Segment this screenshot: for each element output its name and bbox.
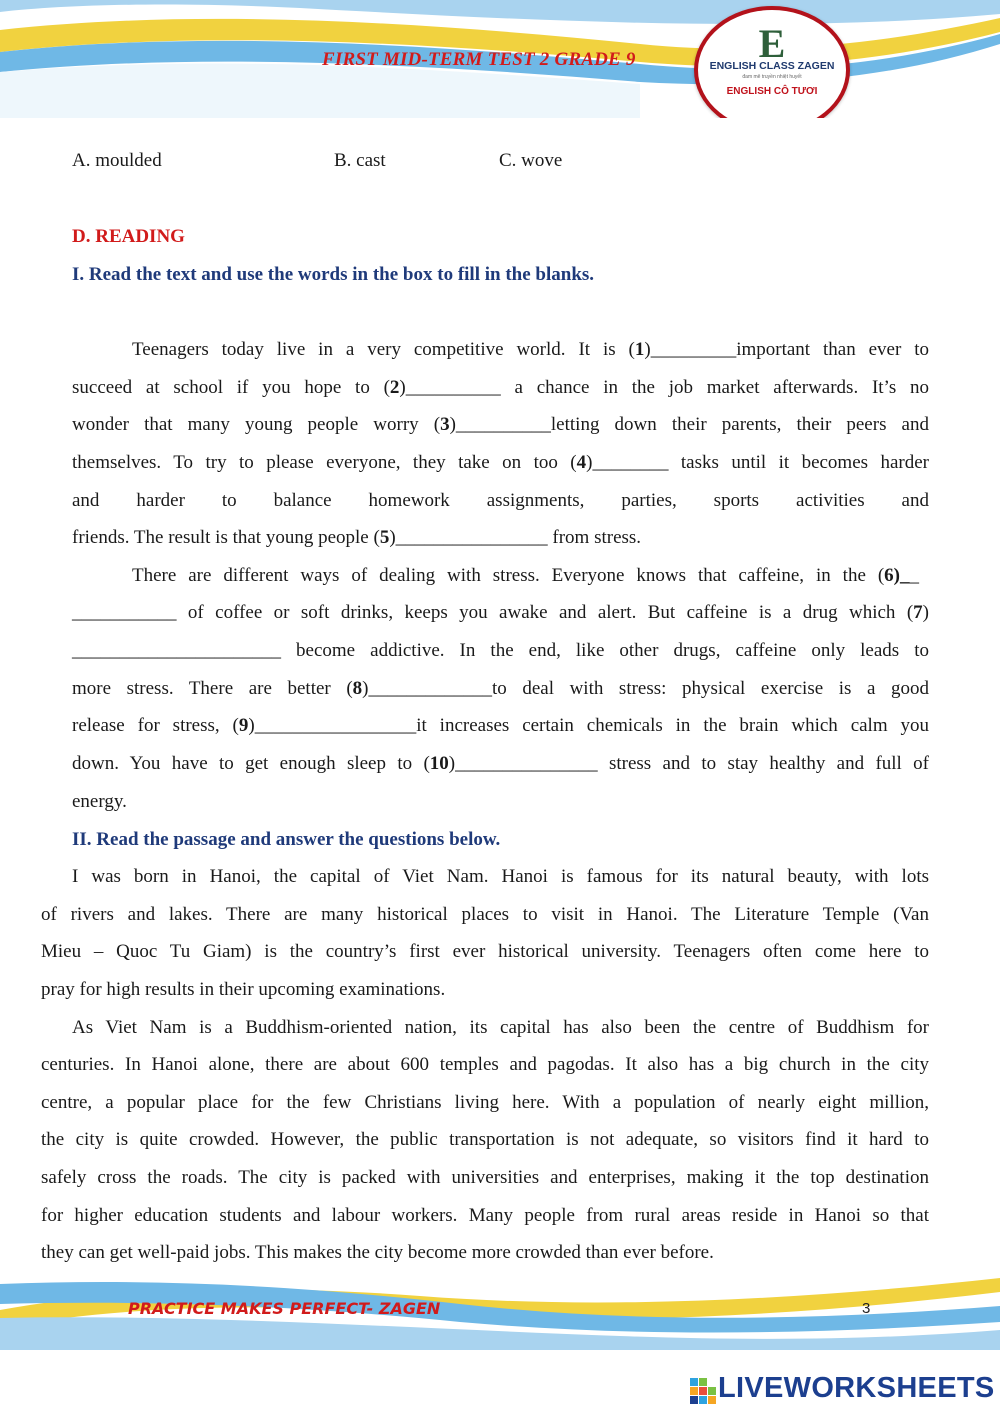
p2-line: down. You have to get enough sleep to (10)_______________ stress and to stay healthy and full of [72, 753, 929, 774]
blank-number: 4 [576, 452, 587, 473]
p4-line: centre, a popular place for the few Christians living here. With a population of nearly eight million, [41, 1092, 929, 1113]
p4-line: they can get well-paid jobs. This makes the city become more crowded than ever before. [41, 1242, 714, 1263]
p1-line: Teenagers today live in a very competitive world. It is (1)_________important than ever to [132, 339, 929, 360]
logo-tagline: đam mê truyền nhiệt huyết [742, 74, 802, 80]
logo-teacher: ENGLISH CÔ TƯƠI [726, 86, 818, 97]
p3-line: I was born in Hanoi, the capital of Viet Nam. Hanoi is famous for its natural beauty, with lots [72, 866, 929, 887]
blank-number: 8 [352, 678, 363, 699]
p2-line: energy. [72, 791, 127, 812]
p1-line: friends. The result is that young people (5)________________ from stress. [72, 527, 642, 548]
blank-number: 2 [389, 377, 400, 398]
blank-number: 9 [238, 715, 249, 736]
option-c: C. wove [499, 150, 563, 171]
p1-line: themselves. To try to please everyone, they take on too (4)________ tasks until it becomes harder [72, 452, 929, 473]
p1-line: succeed at school if you hope to (2)__________ a chance in the job market afterwards. It’s no [72, 377, 929, 398]
p3-line: of rivers and lakes. There are many historical places to visit in Hanoi. The Literature Temple (Van [41, 904, 929, 925]
p4-line: the city is quite crowded. However, the public transportation is not adequate, so visitors find it hard to [41, 1129, 929, 1150]
page-header [0, 0, 1000, 118]
logo-letter: E [758, 21, 786, 66]
p3-line: pray for high results in their upcoming examinations. [41, 979, 446, 1000]
p4-line: centuries. In Hanoi alone, there are about 600 temples and pagodas. It also has a big church in the city [41, 1054, 929, 1075]
p1-line: wonder that many young people worry (3)__________letting down their parents, their peers and [72, 414, 929, 435]
option-a: A. moulded [72, 150, 162, 171]
blank-number: 6)_ [884, 565, 910, 586]
class-logo [694, 6, 850, 118]
logo-name: ENGLISH CLASS ZAGEN [709, 60, 835, 72]
p2-line: ______________________ become addictive. In the end, like other drugs, caffeine only leads to [72, 640, 929, 661]
p2-line: release for stress, (9)_________________it increases certain chemicals in the brain which calm you [72, 715, 930, 736]
blank-number: 5 [379, 527, 390, 548]
blank-number: 1 [634, 339, 645, 360]
part1-instruction: I. Read the text and use the words in the box to fill in the blanks. [72, 264, 595, 285]
p4-line: As Viet Nam is a Buddhism-oriented nation, its capital has also been the centre of Buddhism for [72, 1017, 929, 1038]
p1-line: and harder to balance homework assignments, parties, sports activities and [72, 490, 929, 511]
p3-line: Mieu – Quoc Tu Giam) is the country’s first ever historical university. Teenagers often come here to [41, 941, 929, 962]
section-heading-reading: D. READING [72, 226, 185, 247]
blank-number: 10 [429, 753, 449, 774]
liveworksheets-wordmark: LIVEWORKSHEETS [718, 1372, 995, 1404]
footer-motto: PRACTICE MAKES PERFECT- ZAGEN [128, 1299, 441, 1318]
p4-line: for higher education students and labour workers. Many people from rural areas reside in Hanoi so that [41, 1205, 929, 1226]
blank-number: 7 [913, 602, 923, 623]
p2-line: more stress. There are better (8)_____________to deal with stress: physical exercise is a good [72, 678, 929, 699]
p4-line: safely cross the roads. The city is packed with universities and enterprises, making it the top destination [41, 1167, 929, 1188]
p2-line: ___________ of coffee or soft drinks, keeps you awake and alert. But caffeine is a drug which (7) [72, 602, 929, 623]
test-title: FIRST MID-TERM TEST 2 GRADE 9 [322, 49, 636, 70]
page-number: 3 [862, 1300, 871, 1317]
liveworksheets-logo-icon [690, 1378, 716, 1404]
blank-number: 3 [440, 414, 450, 435]
option-b: B. cast [334, 150, 386, 171]
p2-line: There are different ways of dealing with stress. Everyone knows that caffeine, in the (6)__ [132, 565, 919, 586]
part2-instruction: II. Read the passage and answer the questions below. [72, 829, 501, 850]
